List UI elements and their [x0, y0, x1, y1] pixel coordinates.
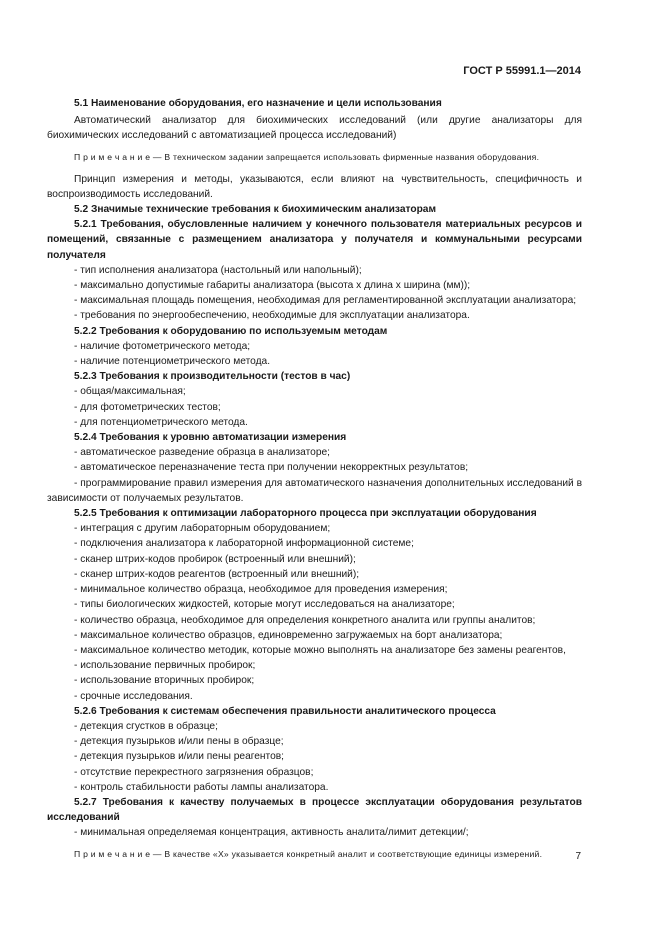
- list-item: - срочные исследования.: [74, 690, 193, 702]
- list-item: - максимальное количество методик, которые можно выполнять на анализаторе без замены реагентов,: [74, 644, 566, 656]
- list-item: - автоматическое разведение образца в анализаторе;: [74, 447, 330, 459]
- list-item: - отсутствие перекрестного загрязнения образцов;: [74, 766, 314, 778]
- list-item: - наличие фотометрического метода;: [74, 340, 251, 352]
- body-paragraph: Автоматический анализатор для биохимических исследований (или другие анализаторы для биохимических исследований с автоматизацией процесса исследований): [47, 115, 582, 142]
- list-item: - общая/максимальная;: [74, 386, 186, 398]
- list-item: - максимальное количество образцов, единовременно загружаемых на борт анализатора;: [74, 629, 503, 641]
- section-heading: 5.2.3 Требования к производительности (тестов в час): [74, 371, 351, 383]
- page-number: 7: [575, 851, 581, 862]
- list-item: - использование вторичных пробирок;: [74, 675, 255, 687]
- list-item: - программирование правил измерения для автоматического назначения дополнительных исследований в зависимости от получаемых результатов.: [47, 477, 582, 504]
- list-item: - минимальное количество образца, необходимое для проведения измерения;: [74, 584, 448, 596]
- list-item: - максимальная площадь помещения, необходимая для регламентированной эксплуатации анализатора;: [74, 295, 577, 307]
- list-item: - сканер штрих-кодов пробирок (встроенный или внешний);: [74, 553, 356, 565]
- section-heading: 5.1 Наименование оборудования, его назначение и цели использования: [74, 98, 442, 109]
- list-item: - детекция пузырьков и/или пены реагентов;: [74, 751, 284, 763]
- section-heading: 5.2.4 Требования к уровню автоматизации измерения: [74, 432, 347, 444]
- list-item: - интеграция с другим лабораторным оборудованием;: [74, 523, 331, 535]
- list-item: - контроль стабильности работы лампы анализатора.: [74, 781, 329, 793]
- standard-header: ГОСТ Р 55991.1—2014: [463, 65, 581, 77]
- list-item: - сканер штрих-кодов реагентов (встроенный или внешний);: [74, 568, 360, 580]
- list-item: - типы биологических жидкостей, которые могут исследоваться на анализаторе;: [74, 599, 455, 611]
- list-item: - тип исполнения анализатора (настольный или напольный);: [74, 264, 362, 276]
- document-body: [47, 96, 582, 869]
- list-item: - подключения анализатора к лабораторной информационной системе;: [74, 538, 414, 550]
- note-paragraph: П р и м е ч а н и е — В техническом задании запрещается использовать фирменные названия оборудования.: [74, 151, 540, 162]
- list-item: - детекция пузырьков и/или пены в образце;: [74, 736, 284, 748]
- list-item: - максимально допустимые габариты анализатора (высота х длина х ширина (мм));: [74, 280, 471, 292]
- section-heading: 5.2.1 Требования, обусловленные наличием у конечного пользователя материальных ресурсов и помещений, связанные с размещением анализатора у получателя и коммунальными ресурсами получателя: [47, 219, 582, 261]
- section-heading: 5.2 Значимые технические требования к биохимическим анализаторам: [74, 204, 437, 216]
- section-heading: 5.2.6 Требования к системам обеспечения правильности аналитического процесса: [74, 705, 496, 717]
- list-item: - использование первичных пробирок;: [74, 660, 256, 672]
- list-item: - количество образца, необходимое для определения конкретного аналита или группы аналитов;: [74, 614, 536, 626]
- list-item: - требования по энергообеспечению, необходимые для эксплуатации анализатора.: [74, 310, 470, 322]
- section-heading: 5.2.5 Требования к оптимизации лабораторного процесса при эксплуатации оборудования: [74, 508, 537, 520]
- list-item: - автоматическое переназначение теста при получении некорректных результатов;: [74, 462, 469, 474]
- list-item: - для фотометрических тестов;: [74, 401, 221, 413]
- list-item: - для потенциометрического метода.: [74, 416, 248, 428]
- section-heading: 5.2.7 Требования к качеству получаемых в процессе эксплуатации оборудования результатов исследований: [47, 796, 582, 824]
- note-paragraph: П р и м е ч а н и е — В качестве «X» указывается конкретный аналит и соответствующие единицы измерений.: [74, 848, 543, 859]
- list-item: - минимальная определяемая концентрация, активность аналита/лимит детекции/;: [74, 827, 469, 839]
- body-paragraph: Принцип измерения и методы, указываются, если влияют на чувствительность, специфичность и воспроизводимость исследований.: [47, 173, 582, 200]
- list-item: - наличие потенциометрического метода.: [74, 356, 271, 368]
- list-item: - детекция сгустков в образце;: [74, 720, 218, 732]
- section-heading: 5.2.2 Требования к оборудованию по используемым методам: [74, 325, 388, 337]
